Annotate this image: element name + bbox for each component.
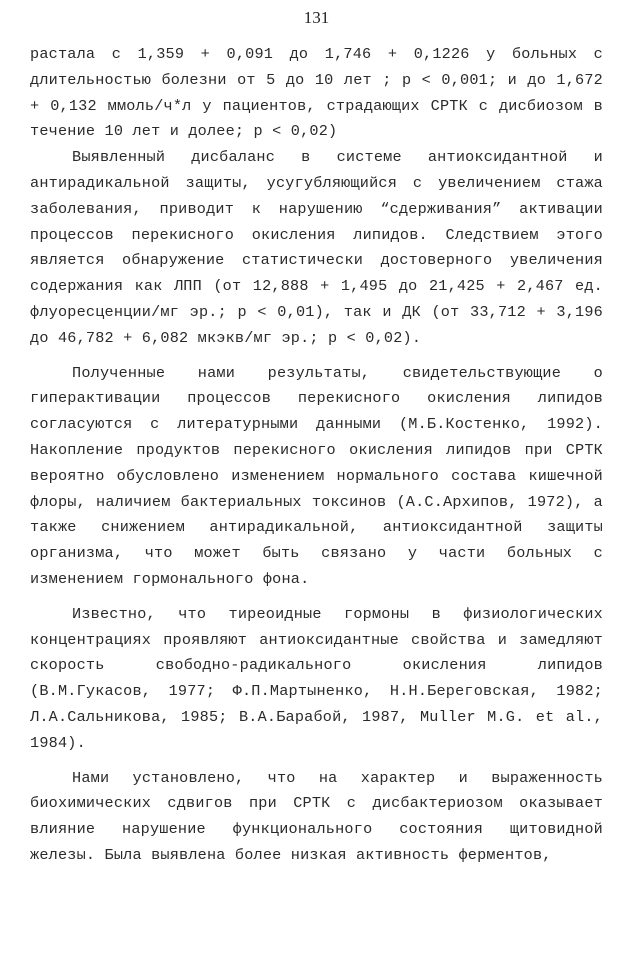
paragraph-3: Полученные нами результаты, свидетельствующие о гиперактивации процессов перекисного окисления липидов согласуются с литературными данными (М.Б.Костенко, 1992). Накопление продуктов перекисного окисления липидов при СРТК вероятно обусловлено изменением нормального состава кишечной флоры, наличием бактериальных токсинов (А.С.Архипов, 1972), а также снижением антирадикальной, антиоксидантной защиты организма, что может быть связано у части больных с изменением гормонального фона. (30, 363, 603, 588)
paragraph-4: Известно, что тиреоидные гормоны в физиологических концентрациях проявляют антиоксидантные свойства и замедляют скорость свободно-радикального окисления липидов (В.М.Гукасов, 1977; Ф.П.Мартыненко, Н.Н.Береговская, 1982; Л.А.Сальникова, 1985; В.А.Барабой, 1987, Muller M.G. et al., 1984). (30, 604, 603, 752)
paragraph-1: растала с 1,359 + 0,091 до 1,746 + 0,1226 у больных с длительностью болезни от 5 до 10 лет ; p < 0,001; и до 1,672 + 0,132 ммоль/ч*л у пациентов, страдающих СРТК с дисбиозом в течение 10 лет и долее; p < 0,02) (30, 45, 603, 141)
page-number: 131 (303, 8, 330, 27)
paragraph-5: Нами установлено, что на характер и выраженность биохимических сдвигов при СРТК с дисбактериозом оказывает влияние нарушение функционального состояния щитовидной железы. Была выявлена более низкая активность ферментов, (30, 768, 603, 864)
body-text (30, 42, 603, 869)
paragraph-2: Выявленный дисбаланс в системе антиоксидантной и антирадикальной защиты, усугубляющийся с увеличением стажа заболевания, приводит к нарушению “сдерживания” активации процессов перекисного окисления липидов. Следствием этого является обнаружение статистически достоверного увеличения содержания как ЛПП (от 12,888 + 1,495 до 21,425 + 2,467 ед. флуоресценции/мг эр.; p < 0,01), так и ДК (от 33,712 + 3,196 до 46,782 + 6,082 мкэкв/мг эр.; p < 0,02). (30, 148, 603, 347)
